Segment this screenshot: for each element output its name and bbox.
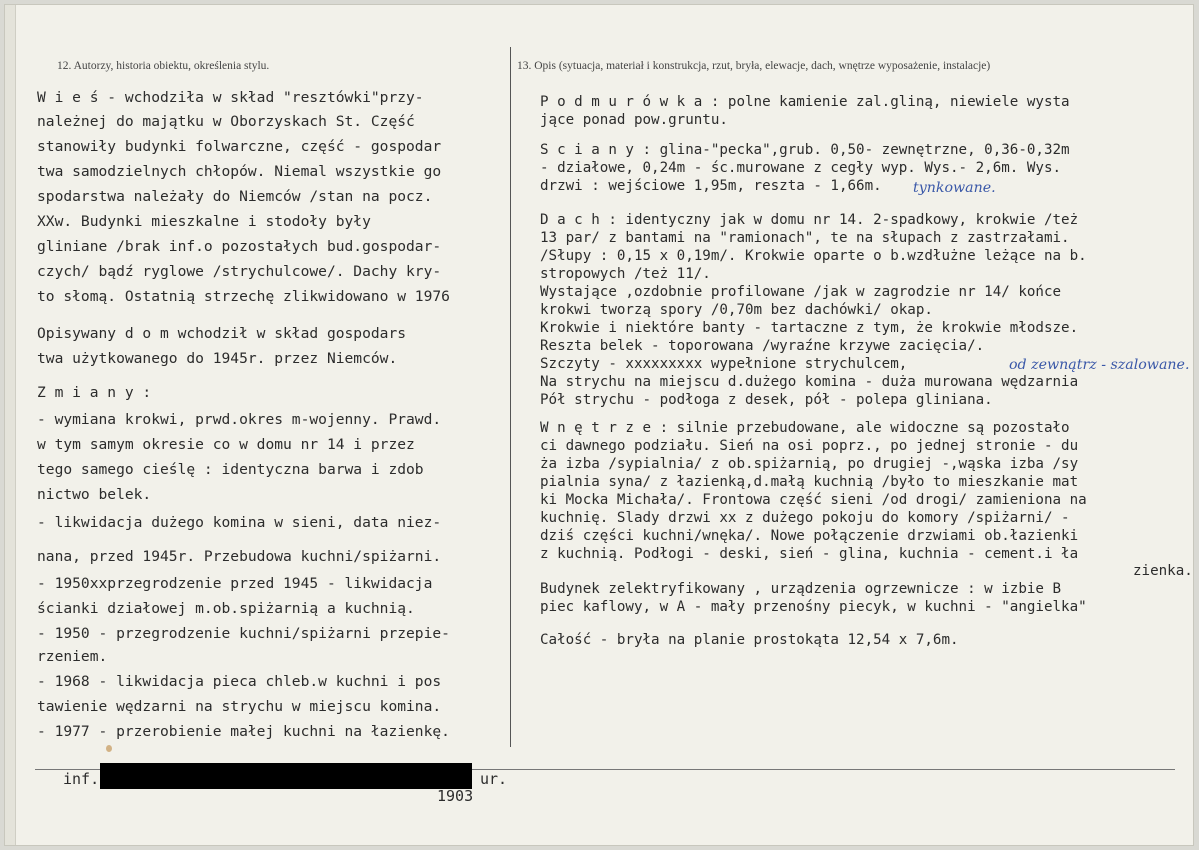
change-item: - 1950xxprzegrodzenie przed 1945 - likwidacja [37,575,433,592]
history-line: spodarstwa należały do Niemców /stan na pocz. [37,188,433,205]
description-line: stropowych /też 11/. [540,266,711,282]
description-line: drzwi : wejściowe 1,95m, reszta - 1,66m. [540,178,882,194]
redaction-bar [100,763,472,789]
history-line: Opisywany d o m wchodził w skład gospodars [37,325,407,342]
description-line: Krokwie i niektóre banty - tartaczne z tym, że krokwie młodsze. [540,320,1079,336]
birth-year: 1903 [437,787,474,805]
change-item: ścianki działowej m.ob.spiżarnią a kuchnią. [37,600,415,617]
history-line: W i e ś - wchodziła w skład "resztówki"przy- [37,89,424,106]
description-line: - działowe, 0,24m - śc.murowane z cegły wyp. Wys.- 2,6m. Wys. [540,160,1062,176]
history-line: należnej do majątku w Oborzyskach St. Część [37,113,415,130]
description-line: piec kaflowy, w A - mały przenośny piecyk, w kuchni - "angielka" [540,599,1087,615]
section-13-header: 13. Opis (sytuacja, materiał i konstrukcja, rzut, bryła, elewacje, dach, wnętrze wyposażenie, instalacje) [517,60,991,72]
description-line: W n ę t r z e : silnie przebudowane, ale widoczne są pozostało [540,420,1070,436]
description-line: Na strychu na miejscu d.dużego komina - duża murowana wędzarnia [540,374,1079,390]
changes-heading: Z m i a n y : [37,384,152,401]
history-line: gliniane /brak inf.o pozostałych bud.gospodar- [37,238,442,255]
change-item: - 1968 - likwidacja pieca chleb.w kuchni i pos [37,673,442,690]
description-line: zienka. [1133,563,1193,579]
description-line: ci dawnego podziału. Sień na osi poprz., po jednej stronie - du [540,438,1079,454]
column-divider [510,47,511,747]
change-item: nictwo belek. [37,486,152,503]
history-line: to słomą. Ostatnią strzechę zlikwidowano w 1976 [37,288,450,305]
description-line: ża izba /sypialnia/ z ob.spiżarnią, po drugiej -,wąska izba /sy [540,456,1079,472]
history-line: czych/ bądź ryglowe /strychulcowe/. Dachy kry- [37,263,442,280]
description-line: ki Mocka Michała/. Frontowa część sieni /od drogi/ zamieniona na [540,492,1087,508]
description-line: kuchnię. Slady drzwi xx z dużego pokoju do komory /spiżarni/ - [540,510,1070,526]
section-12-header: 12. Autorzy, historia obiektu, określenia stylu. [57,60,270,72]
description-line: dziś części kuchni/wnęka/. Nowe połączenie drzwiami ob.łazienki [540,528,1079,544]
description-line: P o d m u r ó w k a : polne kamienie zal.gliną, niewiele wysta [540,94,1070,110]
description-line: pialnia syna/ z łazienką,d.małą kuchnią /było to mieszkanie mat [540,474,1079,490]
history-line: twa użytkowanego do 1945r. przez Niemców. [37,350,398,367]
description-line: D a c h : identyczny jak w domu nr 14. 2-spadkowy, krokwie /też [540,212,1079,228]
description-line: S c i a n y : glina-"pecka",grub. 0,50- zewnętrzne, 0,36-0,32m [540,142,1070,158]
description-line: Całość - bryła na planie prostokąta 12,54 x 7,6m. [540,632,959,648]
handwritten-walls-note: tynkowane. [913,180,996,196]
description-line: z kuchnią. Podłogi - deski, sień - glina, kuchnia - cement.i ła [540,546,1079,562]
description-line: Szczyty - xxxxxxxxx wypełnione strychulcem, [540,356,908,372]
change-item: w tym samym okresie co w domu nr 14 i przez [37,436,415,453]
description-line: 13 par/ z bantami na "ramionach", te na słupach z zastrzałami. [540,230,1070,246]
document-card [4,4,1194,846]
description-line: Wystające ,ozdobnie profilowane /jak w zagrodzie nr 14/ końce [540,284,1062,300]
change-item: tawienie wędzarni na strychu w miejscu komina. [37,698,442,715]
history-line: stanowiły budynki folwarczne, część - gospodar [37,138,442,155]
change-item: nana, przed 1945r. Przebudowa kuchni/spiżarni. [37,548,442,565]
change-item: tego samego cieślę : identyczna barwa i zdob [37,461,424,478]
change-item: rzeniem. [37,648,108,665]
description-line: Reszta belek - toporowana /wyraźne krzywe zacięcia/. [540,338,985,354]
informant-label: inf. [63,770,100,788]
change-item: - wymiana krokwi, prwd.okres m-wojenny. Prawd. [37,411,442,428]
history-line: twa samodzielnych chłopów. Niemal wszystkie go [37,163,442,180]
ink-mark [106,745,112,752]
description-line: Pół strychu - podłoga z desek, pół - polepa gliniana. [540,392,993,408]
change-item: - 1977 - przerobienie małej kuchni na łazienkę. [37,723,450,740]
change-item: - 1950 - przegrodzenie kuchni/spiżarni przepie- [37,625,450,642]
description-line: krokwi tworzą spory /0,70m bez dachówki/ okap. [540,302,933,318]
description-line: /Słupy : 0,15 x 0,19m/. Krokwie oparte o b.wzdłużne leżące na b. [540,248,1087,264]
handwritten-gables-note: od zewnątrz - szalowane. [1009,357,1190,373]
change-item: - likwidacja dużego komina w sieni, data niez- [37,514,442,531]
history-line: XXw. Budynki mieszkalne i stodoły były [37,213,371,230]
card-left-edge [5,5,16,845]
description-line: jące ponad pow.gruntu. [540,112,728,128]
birth-label: ur. [480,770,508,788]
description-line: Budynek zelektryfikowany , urządzenia ogrzewnicze : w izbie B [540,581,1062,597]
